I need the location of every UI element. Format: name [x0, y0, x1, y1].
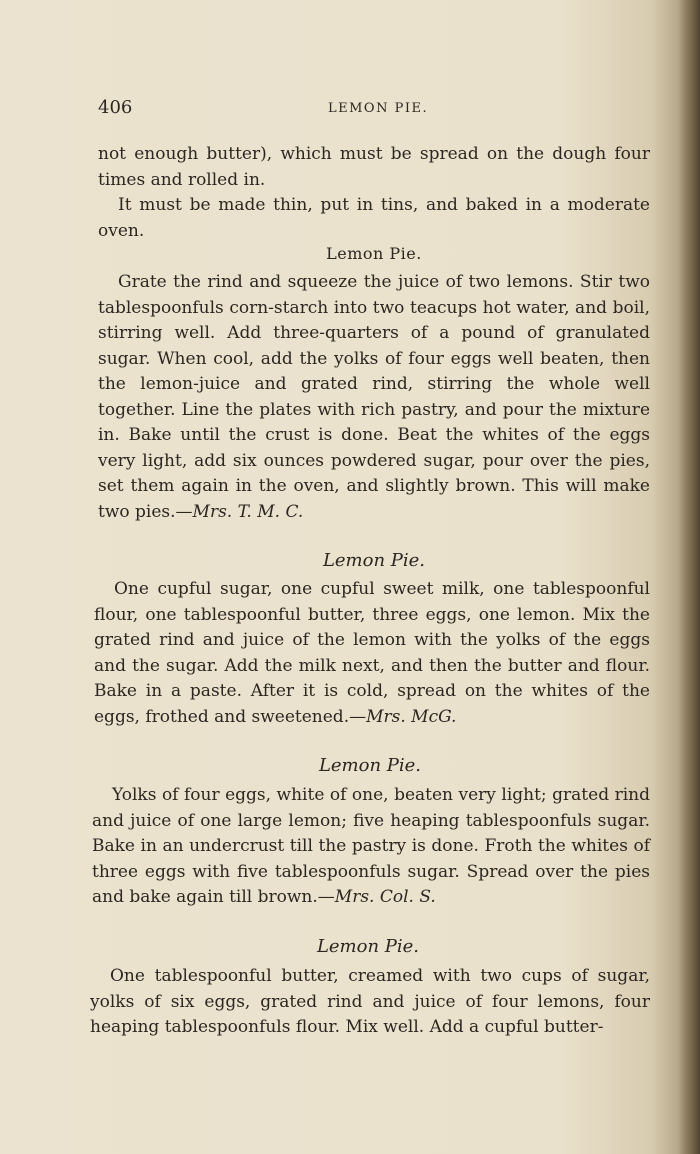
- recipe-text: One cupful sugar, one cupful sweet milk, one tablespoonful flour, one tablespoonful butter, three eggs, one lemon. Mix the grated rind and juice of the lemon with the yolks of the eggs and the sugar. Add the milk next, and then the butter and flour. Bake in a paste. After it is cold, spread on the whites of the eggs, frothed and sweetened.—: [94, 579, 650, 727]
- recipe-body: [98, 270, 650, 525]
- recipe-signature: Mrs. T. M. C.: [192, 501, 304, 522]
- recipe-signature: Mrs. McG.: [366, 706, 457, 727]
- recipe-title: Lemon Pie.: [318, 755, 422, 776]
- book-spine-shadow: [678, 0, 700, 1154]
- recipe-text: One tablespoonful butter, creamed with two cups of sugar, yolks of six eggs, grated rind and juice of four lemons, four heaping tablespoonfuls flour. Mix well. Add a cupful butter-: [90, 966, 650, 1037]
- intro-paragraph: It must be made thin, put in tins, and baked in a moderate oven.: [98, 195, 650, 241]
- running-head: LEMON PIE.: [328, 101, 429, 116]
- recipe-title: Lemon Pie.: [326, 244, 422, 263]
- recipe-signature: Mrs. Col. S.: [334, 887, 436, 907]
- recipe-body: [94, 577, 650, 730]
- recipe-title: Lemon Pie.: [322, 550, 426, 571]
- page-number: 406: [98, 97, 133, 118]
- intro-text: [98, 142, 650, 244]
- recipe-text: Grate the rind and squeeze the juice of two lemons. Stir two tablespoonfuls corn-starch into two teacups hot water, and boil, stirring well. Add three-quarters of a pound of granulated sugar. When cool, add the yolks of four eggs well beaten, then the lemon-juice and grated rind, stirring the whole well together. Line the plates with rich pastry, and pour the mixture in. Bake until the crust is done. Beat the whites of the eggs very light, add six ounces powdered sugar, pour over the pies, set them again in the oven, and slightly brown. This will make two pies.—: [98, 272, 650, 522]
- page-header: [98, 97, 658, 121]
- recipe-body: [92, 783, 650, 911]
- continued-paragraph: not enough butter), which must be spread on the dough four times and rolled in.: [98, 144, 650, 190]
- recipe-title: Lemon Pie.: [316, 936, 420, 957]
- recipe-text: Yolks of four eggs, white of one, beaten very light; grated rind and juice of one large lemon; five heaping tablespoonfuls sugar. Bake in an undercrust till the pastry is done. Froth the whites of three eggs with five tablespoonfuls sugar. Spread over the pies and bake again till brown.—: [92, 785, 650, 907]
- recipe-body: [90, 964, 650, 1041]
